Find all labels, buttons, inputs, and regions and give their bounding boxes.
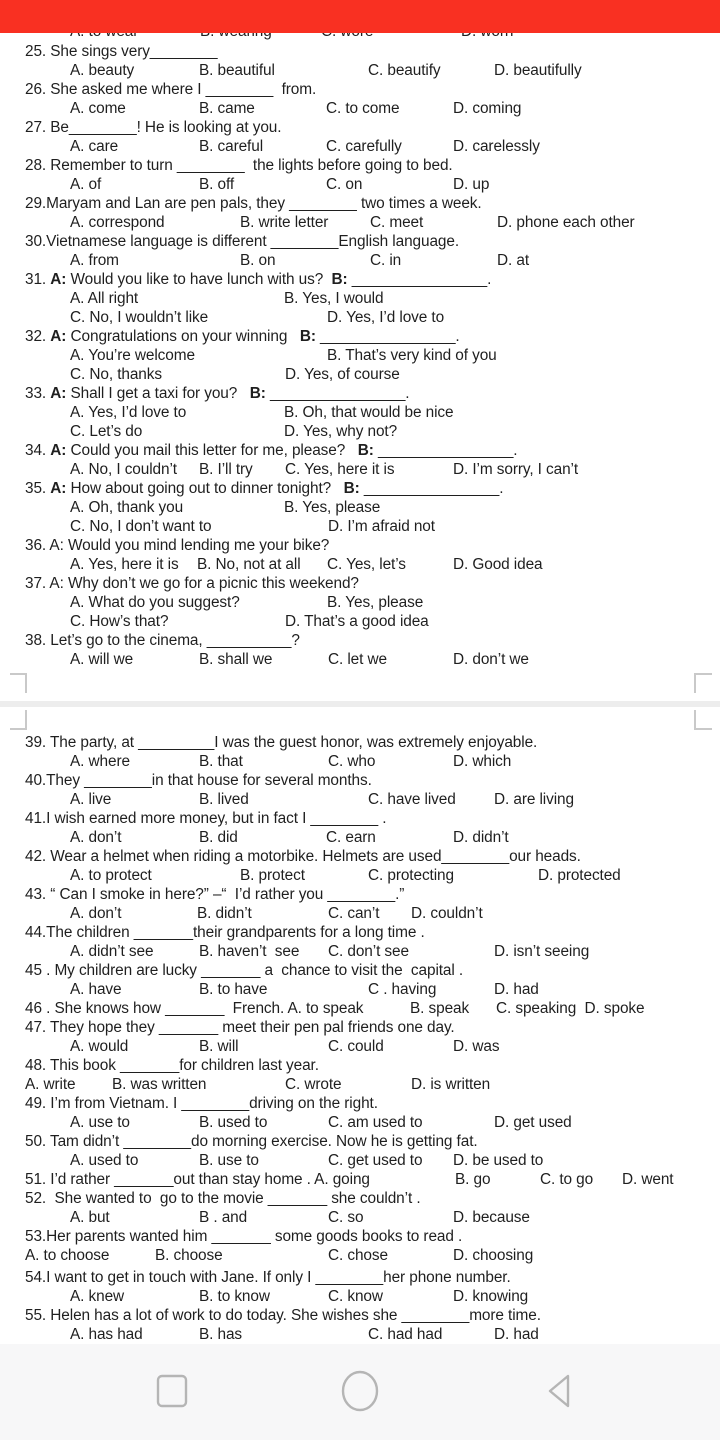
text-segment: C. have lived [368, 791, 456, 808]
text-line [0, 441, 720, 460]
text-segment: D. are living [494, 791, 574, 808]
text-segment: A. to protect [70, 867, 152, 884]
text-segment: A. has had [70, 1326, 143, 1343]
text-line [0, 498, 720, 517]
text-segment: D. choosing [453, 1247, 534, 1264]
text-line [0, 1325, 720, 1344]
text-segment: C. who [328, 753, 376, 770]
text-segment: 40.They ________in that house for several months. [25, 772, 372, 789]
page-corner-mark [694, 710, 712, 730]
text-line [0, 733, 720, 752]
text-segment: 32. A: Congratulations on your winning B: ________________. [25, 328, 460, 345]
text-segment: B. on [240, 252, 276, 269]
text-line [0, 536, 720, 555]
text-line [0, 847, 720, 866]
text-segment: A. don’t [70, 905, 122, 922]
text-segment: 39. The party, at _________I was the guest honor, was extremely enjoyable. [25, 734, 538, 751]
status-bar [0, 0, 720, 33]
text-segment: 26. She asked me where I ________ from. [25, 81, 317, 98]
text-line [0, 384, 720, 403]
text-segment: C. No, thanks [70, 366, 162, 383]
text-line [0, 1151, 720, 1170]
text-line [0, 1246, 720, 1265]
text-segment: C. chose [328, 1247, 388, 1264]
text-line [0, 942, 720, 961]
text-segment: C. meet [370, 214, 424, 231]
text-segment: 33. A: Shall I get a taxi for you? B: ________________. [25, 385, 410, 402]
text-segment: B. choose [155, 1247, 223, 1264]
text-segment: B. to have [199, 981, 268, 998]
text-segment: A. to choose [25, 1247, 110, 1264]
text-segment: A. but [70, 1209, 110, 1226]
text-segment: C. let we [328, 651, 387, 668]
text-line [0, 1170, 720, 1189]
text-segment: C . having [368, 981, 437, 998]
text-segment: 55. Helen has a lot of work to do today. She wishes she ________more time. [25, 1307, 541, 1324]
text-line [0, 828, 720, 847]
text-segment: A. come [70, 100, 126, 117]
text-line [0, 790, 720, 809]
text-segment: B. beautiful [199, 62, 275, 79]
text-segment: B. to know [199, 1288, 270, 1305]
text-segment: C. beautify [368, 62, 441, 79]
text-segment: C. don’t see [328, 943, 409, 960]
text-line [0, 327, 720, 346]
text-segment: A. would [70, 1038, 129, 1055]
text-line [0, 403, 720, 422]
text-line [0, 1132, 720, 1151]
text-segment: 53.Her parents wanted him _______ some goods books to read . [25, 1228, 463, 1245]
text-line [0, 866, 720, 885]
text-line [0, 999, 720, 1018]
text-line [0, 961, 720, 980]
text-line [0, 289, 720, 308]
text-segment: 29.Maryam and Lan are pen pals, they ________ two times a week. [25, 195, 482, 212]
text-segment: D. at [497, 252, 530, 269]
text-segment: D. was [453, 1038, 500, 1055]
text-segment: A. Oh, thank you [70, 499, 184, 516]
text-segment: D. I’m sorry, I can’t [453, 461, 579, 478]
text-segment: 54.I want to get in touch with Jane. If only I ________her phone number. [25, 1269, 511, 1286]
text-line [0, 346, 720, 365]
text-line [0, 631, 720, 650]
text-segment: C. Yes, let’s [327, 556, 406, 573]
text-line [0, 752, 720, 771]
text-line [0, 1094, 720, 1113]
text-segment: D. That’s a good idea [285, 613, 429, 630]
text-segment: 51. I’d rather _______out than stay home . A. going [25, 1171, 370, 1188]
text-segment: 44.The children _______their grandparents for a long time . [25, 924, 425, 941]
text-segment: D. carelessly [453, 138, 540, 155]
text-segment: A. have [70, 981, 122, 998]
text-segment: 49. I’m from Vietnam. I ________driving on the right. [25, 1095, 378, 1112]
text-line [0, 1208, 720, 1227]
text-segment: C. carefully [326, 138, 402, 155]
text-line [0, 1189, 720, 1208]
text-segment: D. be used to [453, 1152, 544, 1169]
text-line [0, 194, 720, 213]
text-segment: 48. This book _______for children last year. [25, 1057, 319, 1074]
text-line [0, 809, 720, 828]
text-segment: D. get used [494, 1114, 572, 1131]
text-segment: A. Yes, here it is [70, 556, 179, 573]
text-line [0, 156, 720, 175]
home-circle-icon [339, 1369, 381, 1416]
text-segment: D. which [453, 753, 512, 770]
text-segment: A. Yes, I’d love to [70, 404, 187, 421]
text-segment: C. protecting [368, 867, 454, 884]
text-line [0, 251, 720, 270]
text-segment: C. on [326, 176, 363, 193]
text-line [0, 1056, 720, 1075]
text-segment: B. will [199, 1038, 239, 1055]
page-corner-mark [10, 710, 27, 730]
text-segment: C. How’s that? [70, 613, 169, 630]
text-segment: A. You’re welcome [70, 347, 195, 364]
text-segment: D. beautifully [494, 62, 582, 79]
text-line [0, 885, 720, 904]
text-segment: B. came [199, 100, 255, 117]
text-segment: A. use to [70, 1114, 130, 1131]
text-line [0, 1227, 720, 1246]
recents-square-icon [155, 1371, 189, 1414]
text-segment: A. beauty [70, 62, 135, 79]
text-segment: D. up [453, 176, 490, 193]
text-line [0, 99, 720, 118]
text-line [0, 213, 720, 232]
text-line [0, 574, 720, 593]
text-segment: D. had [494, 1326, 539, 1343]
text-segment: B. No, not at all [197, 556, 301, 573]
text-segment: C. Let’s do [70, 423, 143, 440]
text-segment: D. is written [411, 1076, 491, 1093]
text-line [0, 118, 720, 137]
text-segment: 46 . She knows how _______ French. A. to speak [25, 1000, 364, 1017]
text-segment: 35. A: How about going out to dinner tonight? B: ________________. [25, 480, 504, 497]
text-line [0, 904, 720, 923]
text-segment: C. speaking D. spoke [496, 1000, 645, 1017]
text-segment: A. What do you suggest? [70, 594, 240, 611]
text-segment: 25. She sings very________ [25, 43, 218, 60]
text-line [0, 232, 720, 251]
text-segment: C. to come [326, 100, 400, 117]
text-segment: B. careful [199, 138, 264, 155]
text-segment: A. of [70, 176, 102, 193]
text-segment: A. correspond [70, 214, 165, 231]
text-segment: C. No, I don’t want to [70, 518, 212, 535]
text-segment: B. didn’t [197, 905, 252, 922]
page-corner-mark [10, 673, 27, 693]
text-segment: B. did [199, 829, 238, 846]
text-line [0, 1018, 720, 1037]
text-segment: C. in [370, 252, 402, 269]
text-segment: B. Oh, that would be nice [284, 404, 454, 421]
page-corner-mark [694, 673, 712, 693]
text-line [0, 771, 720, 790]
text-segment: B. Yes, please [327, 594, 424, 611]
text-segment: D. isn’t seeing [494, 943, 590, 960]
text-segment: C. had had [368, 1326, 443, 1343]
text-line [0, 365, 720, 384]
text-line [0, 1075, 720, 1094]
text-segment: B. write letter [240, 214, 329, 231]
text-segment: 43. “ Can I smoke in here?” –“ I’d rather you ________.” [25, 886, 405, 903]
text-segment: C. am used to [328, 1114, 423, 1131]
text-segment: B. speak [410, 1000, 470, 1017]
text-segment: 28. Remember to turn ________ the lights before going to bed. [25, 157, 453, 174]
navigation-bar [0, 1344, 720, 1440]
text-line [0, 1113, 720, 1132]
text-segment: D. I’m afraid not [328, 518, 435, 535]
text-segment: A. All right [70, 290, 139, 307]
text-segment: A. care [70, 138, 119, 155]
text-line [0, 555, 720, 574]
text-segment: D. Yes, I’d love to [327, 309, 445, 326]
text-line [0, 137, 720, 156]
text-segment: B. use to [199, 1152, 259, 1169]
text-segment: 36. A: Would you mind lending me your bike? [25, 537, 330, 554]
text-segment: B. has [199, 1326, 243, 1343]
text-segment: B. off [199, 176, 235, 193]
text-line [0, 1037, 720, 1056]
text-line [0, 422, 720, 441]
text-segment: A. from [70, 252, 119, 269]
text-segment: D. Yes, of course [285, 366, 400, 383]
text-segment: B. Yes, please [284, 499, 381, 516]
text-segment: B. go [455, 1171, 491, 1188]
text-line [0, 1306, 720, 1325]
text-segment: 34. A: Could you mail this letter for me, please? B: ________________. [25, 442, 518, 459]
text-segment: C. No, I wouldn’t like [70, 309, 209, 326]
text-segment: C. can’t [328, 905, 380, 922]
text-line [0, 308, 720, 327]
text-line [0, 42, 720, 61]
text-segment: B. protect [240, 867, 305, 884]
text-segment: D. don’t we [453, 651, 529, 668]
text-segment: D. phone each other [497, 214, 635, 231]
text-segment: D. Good idea [453, 556, 543, 573]
text-line [0, 61, 720, 80]
text-segment: B. That’s very kind of you [327, 347, 497, 364]
text-segment: B. I’ll try [199, 461, 253, 478]
text-line [0, 175, 720, 194]
text-segment: C. could [328, 1038, 384, 1055]
text-line [0, 270, 720, 289]
text-segment: B. used to [199, 1114, 268, 1131]
home-button[interactable] [312, 1344, 408, 1440]
text-segment: A. will we [70, 651, 134, 668]
text-segment: 30.Vietnamese language is different ________English language. [25, 233, 460, 250]
text-segment: 50. Tam didn’t ________do morning exercise. Now he is getting fat. [25, 1133, 478, 1150]
text-line [0, 923, 720, 942]
text-segment: C. Yes, here it is [285, 461, 395, 478]
text-segment: D. coming [453, 100, 522, 117]
text-segment: C. earn [326, 829, 376, 846]
back-button[interactable] [512, 1344, 608, 1440]
text-segment: D. protected [538, 867, 621, 884]
text-line [0, 593, 720, 612]
text-segment: 41.I wish earned more money, but in fact I ________ . [25, 810, 387, 827]
recents-button[interactable] [124, 1344, 220, 1440]
text-segment: C. so [328, 1209, 364, 1226]
text-segment: D. because [453, 1209, 530, 1226]
text-segment: D. knowing [453, 1288, 529, 1305]
text-segment: B. that [199, 753, 243, 770]
text-line [0, 650, 720, 669]
text-segment: A. knew [70, 1288, 125, 1305]
text-segment: A. write [25, 1076, 76, 1093]
text-segment: 27. Be________! He is looking at you. [25, 119, 282, 136]
text-segment: 37. A: Why don’t we go for a picnic this weekend? [25, 575, 359, 592]
text-line [0, 980, 720, 999]
text-segment: C. to go [540, 1171, 594, 1188]
text-line [0, 1268, 720, 1287]
text-segment: D. Yes, why not? [284, 423, 398, 440]
text-segment: 31. A: Would you like to have lunch with us? B: ________________. [25, 271, 492, 288]
text-segment: B. haven’t see [199, 943, 300, 960]
text-segment: A. live [70, 791, 112, 808]
text-line [0, 460, 720, 479]
text-segment: B. Yes, I would [284, 290, 384, 307]
text-line [0, 612, 720, 631]
page-separator [0, 701, 720, 707]
text-segment: A. where [70, 753, 130, 770]
text-segment: B. lived [199, 791, 249, 808]
text-segment: 45 . My children are lucky _______ a chance to visit the capital . [25, 962, 464, 979]
text-segment: A. didn’t see [70, 943, 154, 960]
text-segment: 47. They hope they _______ meet their pen pal friends one day. [25, 1019, 455, 1036]
text-line [0, 517, 720, 536]
text-line [0, 479, 720, 498]
text-line [0, 1287, 720, 1306]
text-segment: D. had [494, 981, 539, 998]
text-segment: A. don’t [70, 829, 122, 846]
text-line [0, 80, 720, 99]
text-segment: B . and [199, 1209, 248, 1226]
text-segment: D. didn’t [453, 829, 509, 846]
back-triangle-icon [543, 1370, 577, 1415]
text-segment: 42. Wear a helmet when riding a motorbike. Helmets are used________our heads. [25, 848, 581, 865]
text-segment: D. couldn’t [411, 905, 483, 922]
text-segment: 52. She wanted to go to the movie _______ she couldn’t . [25, 1190, 421, 1207]
text-segment: C. get used to [328, 1152, 423, 1169]
text-segment: D. went [622, 1171, 674, 1188]
text-segment: A. No, I couldn’t [70, 461, 177, 478]
text-segment: 38. Let’s go to the cinema, __________? [25, 632, 300, 649]
text-segment: B. shall we [199, 651, 273, 668]
text-segment: B. was written [112, 1076, 207, 1093]
text-segment: A. used to [70, 1152, 139, 1169]
text-segment: C. know [328, 1288, 383, 1305]
text-segment: C. wrote [285, 1076, 342, 1093]
